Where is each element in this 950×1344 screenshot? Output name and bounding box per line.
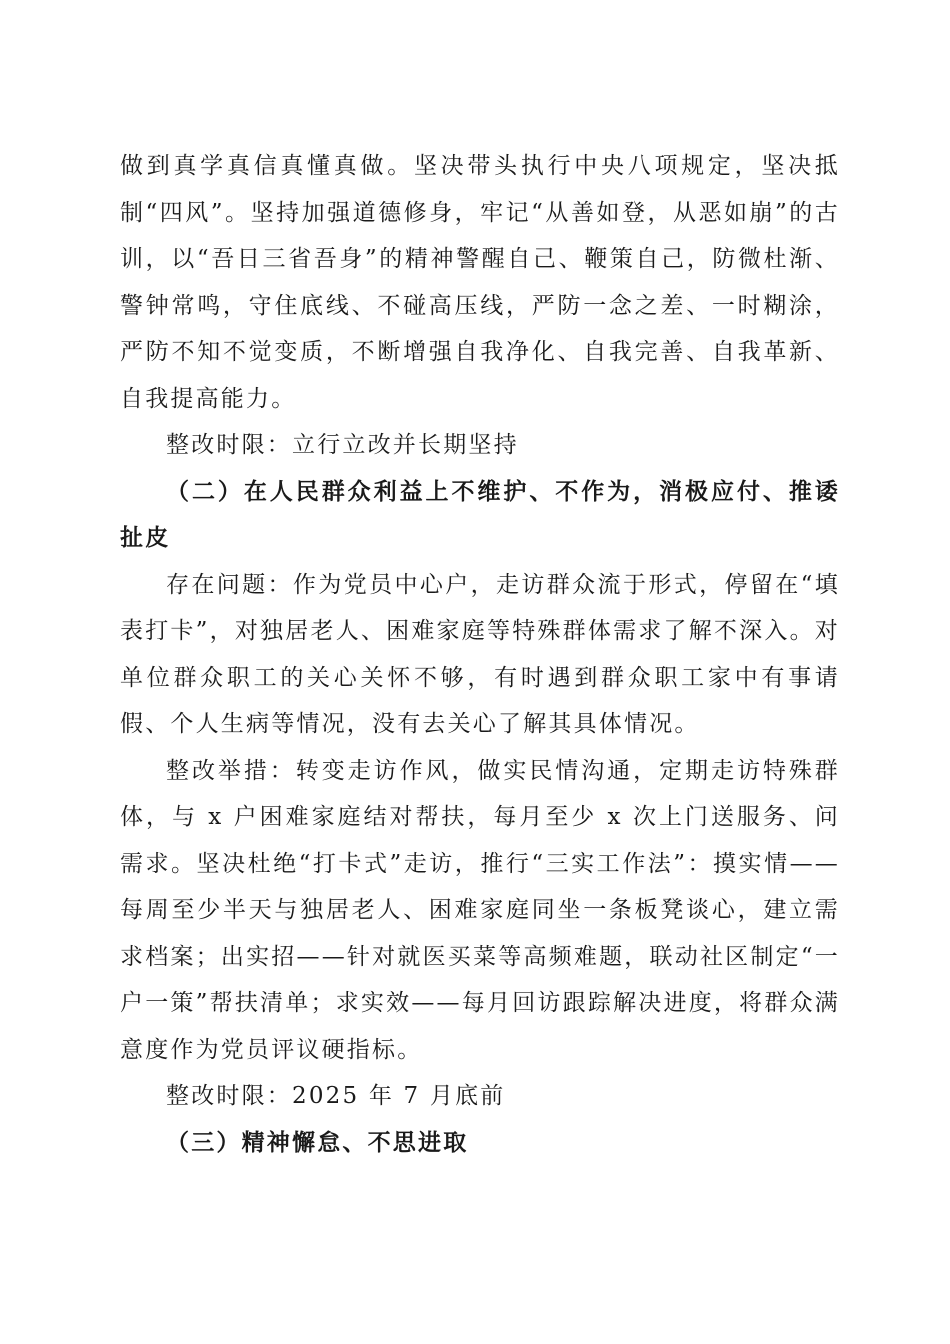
paragraph-measures: 整改举措：转变走访作风，做实民情沟通，定期走访特殊群体，与 x 户困难家庭结对帮扶，每月至少 x 次上门送服务、问需求。坚决杜绝“打卡式”走访，推行“三实工作法”：摸实情——每周至少半天与独居老人、困难家庭同坐一条板凳谈心，建立需求档案；出实招——针对就医买菜等高频难题，联动社区制定“一户一策”帮扶清单；求实效——每月回访跟踪解决进度，将群众满意度作为党员评议硬指标。 (120, 757, 840, 1063)
paragraph-deadline-2: 整改时限：2025 年 7 月底前 (166, 1083, 506, 1109)
paragraph-deadline-1: 整改时限：立行立改并长期坚持 (166, 432, 519, 458)
section-heading-2: （二）在人民群众利益上不维护、不作为，消极应付、推诿扯皮 (120, 477, 840, 551)
paragraph-continued: 做到真学真信真懂真做。坚决带头执行中央八项规定，坚决抵制“四风”。坚持加强道德修身，牢记“从善如登，从恶如崩”的古训，以“吾日三省吾身”的精神警醒自己、鞭策自己，防微杜渐、警钟常鸣，守住底线、不碰高压线，严防一念之差、一时糊涂，严防不知不觉变质，不断增强自我净化、自我完善、自我革新、自我提高能力。 (120, 153, 840, 412)
document-body (120, 143, 840, 1166)
paragraph-problem: 存在问题：作为党员中心户，走访群众流于形式，停留在“填表打卡”，对独居老人、困难家庭等特殊群体需求了解不深入。对单位群众职工的关心关怀不够，有时遇到群众职工家中有事请假、个人生病等情况，没有去关心了解其具体情况。 (120, 571, 840, 737)
section-heading-3: （三）精神懈怠、不思进取 (166, 1128, 469, 1156)
